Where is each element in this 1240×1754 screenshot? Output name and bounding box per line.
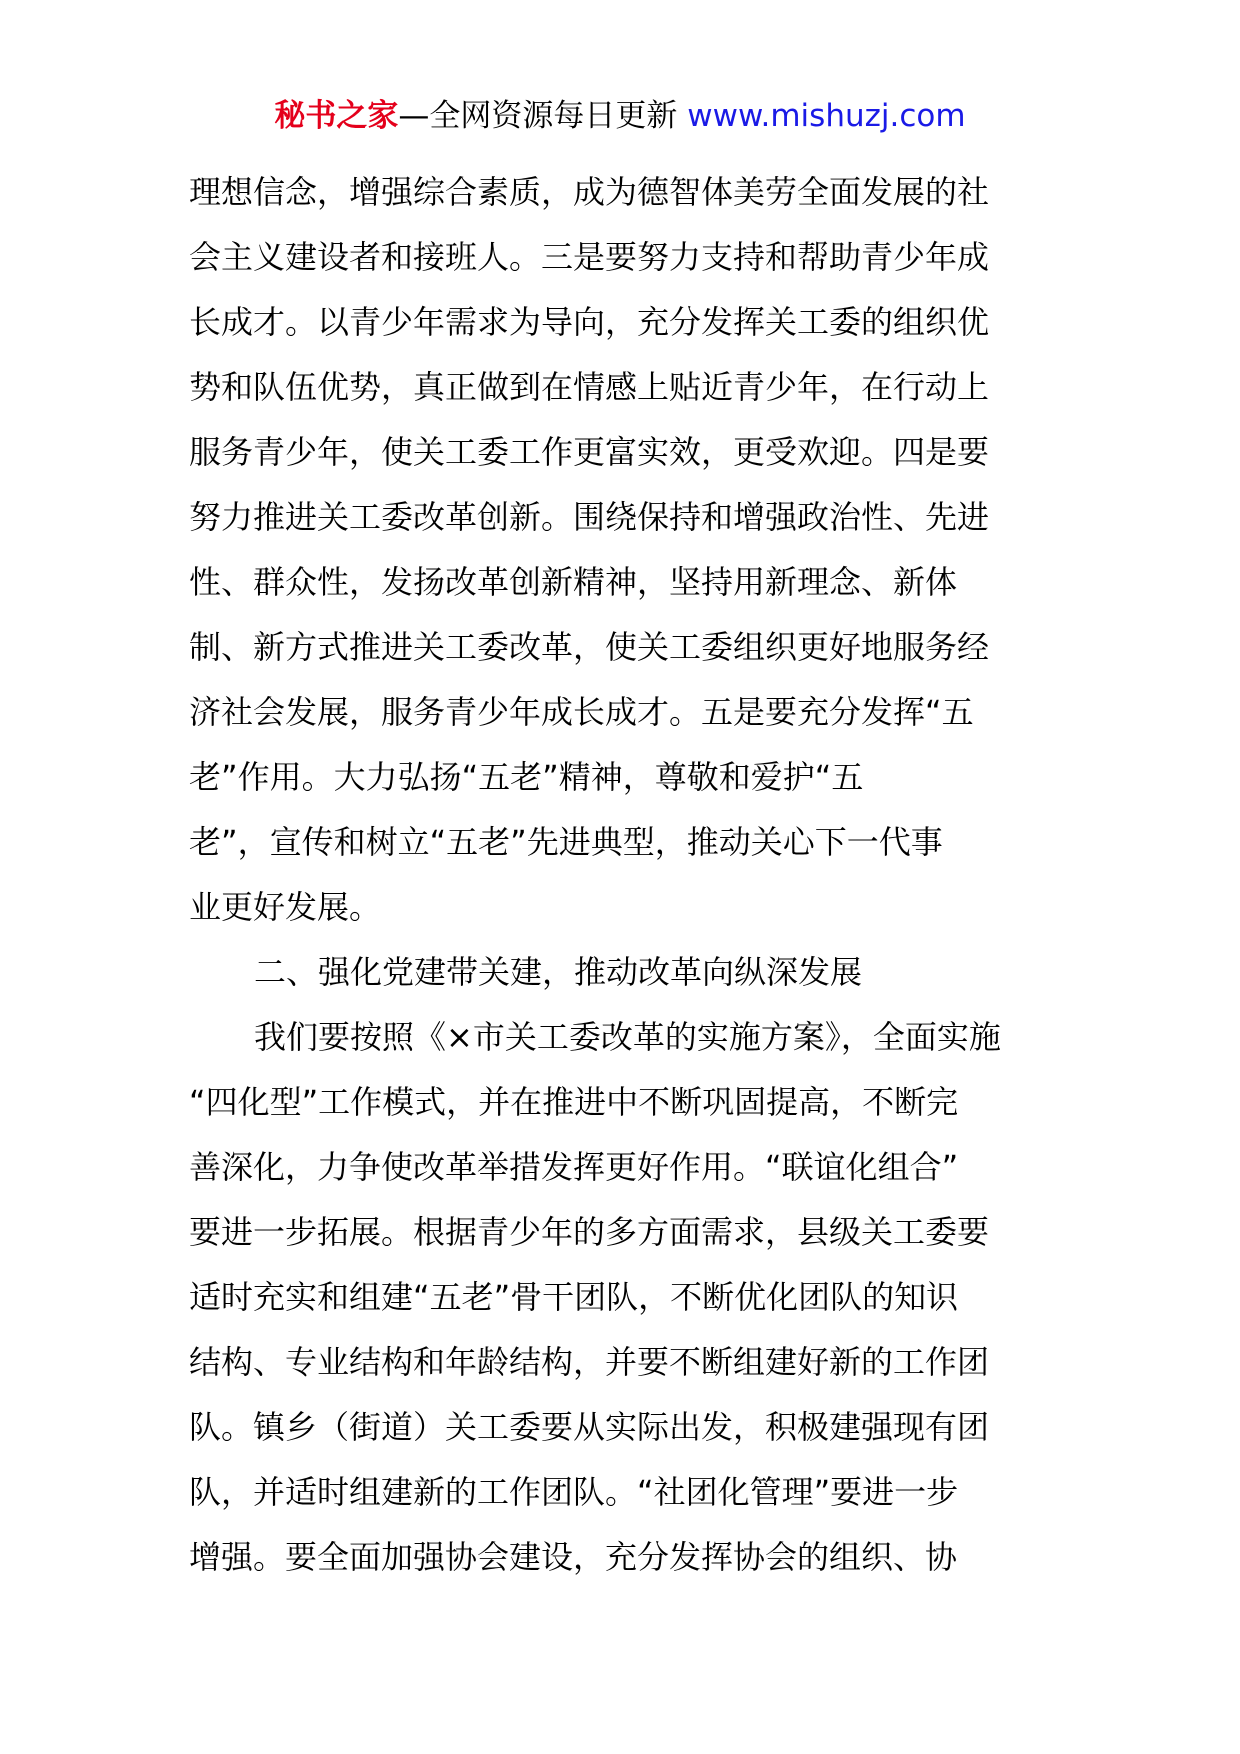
text-line: 服务青少年，使关工委工作更富实效，更受欢迎。四是要 xyxy=(189,433,990,471)
text-line: 会主义建设者和接班人。三是要努力支持和帮助青少年成 xyxy=(189,238,990,276)
text-line: 理想信念，增强综合素质，成为德智体美劳全面发展的社 xyxy=(189,173,990,211)
text-line: 队。镇乡（街道）关工委要从实际出发，积极建强现有团 xyxy=(189,1408,990,1446)
text-line: 努力推进关工委改革创新。围绕保持和增强政治性、先进 xyxy=(189,498,990,536)
site-url-link[interactable]: www.mishuzj.com xyxy=(687,98,966,134)
text-line: 业更好发展。 xyxy=(189,888,382,926)
text-line: 要进一步拓展。根据青少年的多方面需求，县级关工委要 xyxy=(189,1213,990,1251)
text-line: 适时充实和组建“五老”骨干团队，不断优化团队的知识 xyxy=(189,1278,959,1316)
site-slogan: —全网资源每日更新 xyxy=(398,98,678,134)
text-line: 制、新方式推进关工委改革，使关工委组织更好地服务经 xyxy=(189,628,990,666)
text-line: “四化型”工作模式，并在推进中不断巩固提高，不断完 xyxy=(189,1083,959,1121)
text-line: 势和队伍优势，真正做到在情感上贴近青少年，在行动上 xyxy=(189,368,990,406)
text-line: 增强。要全面加强协会建设，充分发挥协会的组织、协 xyxy=(189,1538,958,1576)
text-line: 长成才。以青少年需求为导向，充分发挥关工委的组织优 xyxy=(189,303,990,341)
site-header xyxy=(0,96,1240,136)
text-line: 结构、专业结构和年龄结构，并要不断组建好新的工作团 xyxy=(189,1343,990,1381)
text-line: 善深化，力争使改革举措发挥更好作用。“联谊化组合” xyxy=(189,1148,959,1186)
site-brand: 秘书之家 xyxy=(274,98,399,134)
text-line: 队，并适时组建新的工作团队。“社团化管理”要进一步 xyxy=(189,1473,959,1511)
document-body xyxy=(189,160,1054,1590)
text-line: 二、强化党建带关建，推动改革向纵深发展 xyxy=(254,953,863,991)
text-line: 济社会发展，服务青少年成长成才。五是要充分发挥“五 xyxy=(189,693,974,731)
text-line: 老”作用。大力弘扬“五老”精神，尊敬和爱护“五 xyxy=(189,758,864,796)
text-line: 老”，宣传和树立“五老”先进典型，推动关心下一代事 xyxy=(189,823,943,861)
text-line: 我们要按照《×市关工委改革的实施方案》，全面实施 xyxy=(254,1018,1001,1056)
text-line: 性、群众性，发扬改革创新精神，坚持用新理念、新体 xyxy=(189,563,958,601)
